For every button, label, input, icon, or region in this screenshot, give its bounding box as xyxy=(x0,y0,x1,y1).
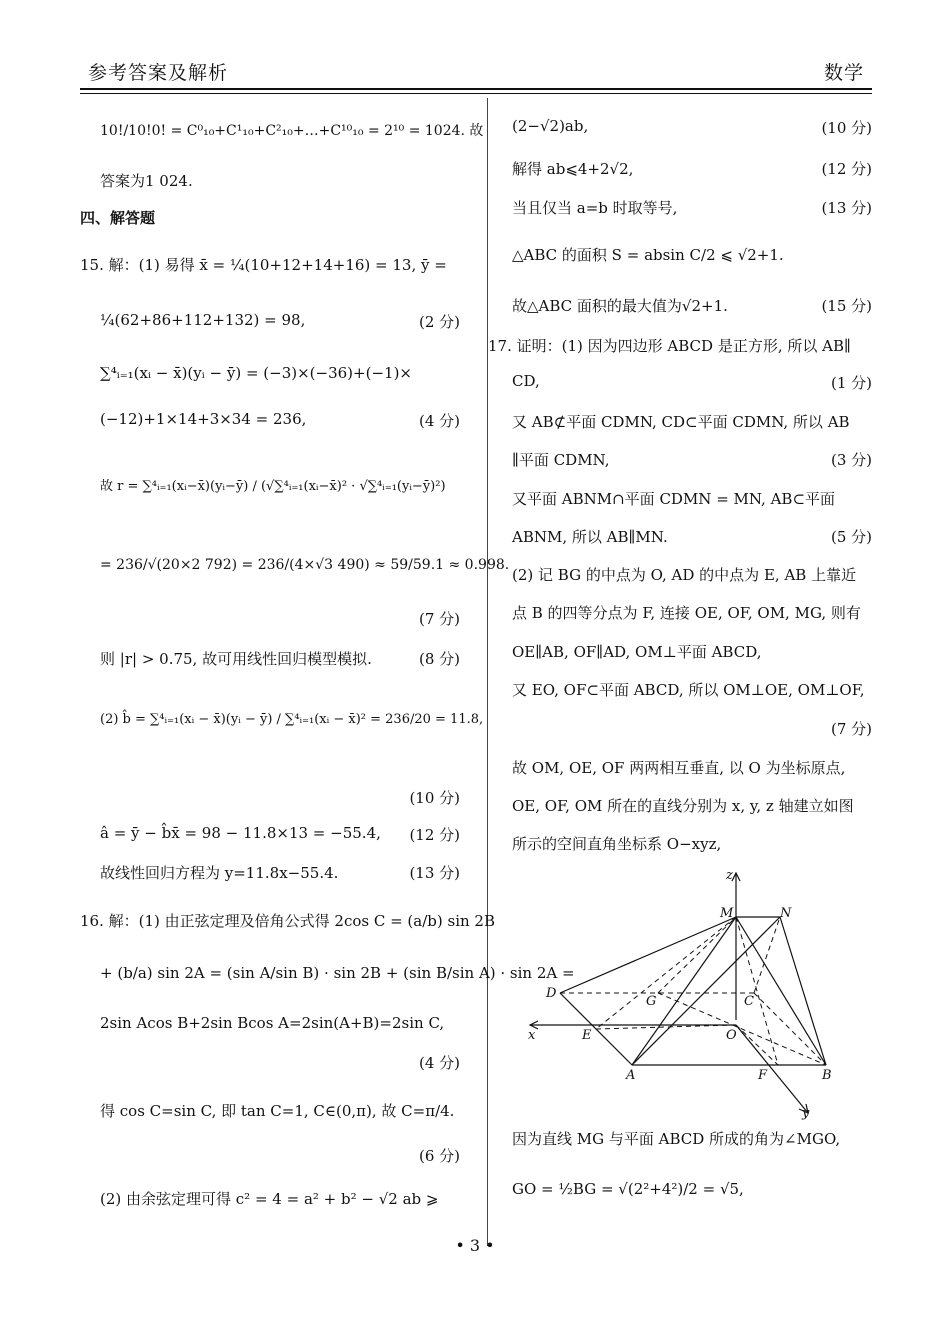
left-line-15: 2sin Acos B+2sin Bcos A=2sin(A+B)=2sin C, xyxy=(100,1014,445,1032)
right-line-1: 解得 ab⩽4+2√2, xyxy=(512,160,634,178)
score: (12 分) xyxy=(821,160,872,178)
score: (10 分) xyxy=(821,119,872,137)
right-line-17: 所示的空间直角坐标系 O−xyz, xyxy=(512,835,722,853)
left-line-5: ∑⁴ᵢ₌₁(xᵢ − x̄)(yᵢ − ȳ) = (−3)×(−36)+(−1)× xyxy=(100,364,412,382)
score: (8 分) xyxy=(418,650,460,668)
label-D: D xyxy=(546,986,557,1001)
right-line-19: GO = ½BG = √(2²+4²)/2 = √5, xyxy=(512,1180,744,1198)
right-line-2: 当且仅当 a=b 时取等号, xyxy=(512,199,678,217)
right-line-7: 又 AB⊄平面 CDMN, CD⊂平面 CDMN, 所以 AB xyxy=(512,413,850,431)
score: (10 分) xyxy=(409,789,460,807)
section-heading: 四、解答题 xyxy=(80,209,156,227)
label-G: G xyxy=(646,994,657,1009)
score: (4 分) xyxy=(418,1054,460,1072)
score: (2 分) xyxy=(418,313,460,331)
label-y: y xyxy=(802,1106,810,1120)
header-rule-thin xyxy=(80,93,872,94)
label-z: z xyxy=(726,868,733,883)
left-line-4: ¼(62+86+112+132) = 98, xyxy=(100,311,306,329)
label-O: O xyxy=(726,1028,737,1043)
right-line-6: CD, xyxy=(512,372,540,390)
score: (7 分) xyxy=(830,720,872,738)
header-right: 数学 xyxy=(823,62,864,84)
left-line-1: 答案为1 024. xyxy=(100,172,193,190)
score: (6 分) xyxy=(418,1147,460,1165)
label-B: B xyxy=(822,1068,832,1083)
left-line-13: 16. 解：(1) 由正弦定理及倍角公式得 2cos C = (a/b) sin 2B xyxy=(80,912,495,930)
score: (4 分) xyxy=(418,412,460,430)
score: (3 分) xyxy=(830,451,872,469)
left-line-9: 则 |r| > 0.75, 故可用线性回归模型模拟. xyxy=(100,650,372,668)
right-line-16: OE, OF, OM 所在的直线分别为 x, y, z 轴建立如图 xyxy=(512,797,854,815)
left-line-16: 得 cos C=sin C, 即 tan C=1, C∈(0,π), 故 C=π/4. xyxy=(100,1102,455,1120)
score: (1 分) xyxy=(830,374,872,392)
right-line-14: 又 EO, OF⊂平面 ABCD, 所以 OM⊥OE, OM⊥OF, xyxy=(512,681,865,699)
left-line-0: 10!/10!0! = C⁰₁₀+C¹₁₀+C²₁₀+…+C¹⁰₁₀ = 2¹⁰ = 1024. 故 xyxy=(100,123,484,139)
y-axis xyxy=(736,1025,808,1113)
left-line-10: (2) b̂ = ∑⁴ᵢ₌₁(xᵢ − x̄)(yᵢ − ȳ) / ∑⁴ᵢ₌₁(xᵢ − x̄)² = 236/20 = 11.8, xyxy=(100,712,484,727)
label-E: E xyxy=(582,1028,592,1043)
score: (13 分) xyxy=(409,864,460,882)
coordinate-figure xyxy=(520,865,840,1120)
score: (12 分) xyxy=(409,826,460,844)
left-line-6: (−12)+1×14+3×34 = 236, xyxy=(100,410,307,428)
right-line-8: ∥平面 CDMN, xyxy=(512,451,610,469)
right-line-0: (2−√2)ab, xyxy=(512,117,589,135)
right-line-3: △ABC 的面积 S = absin C/2 ⩽ √2+1. xyxy=(512,246,784,264)
header-left: 参考答案及解析 xyxy=(88,62,229,84)
left-line-12: 故线性回归方程为 y=11.8x−55.4. xyxy=(100,864,339,882)
right-line-15: 故 OM, OE, OF 两两相互垂直, 以 O 为坐标原点, xyxy=(512,759,846,777)
right-line-18: 因为直线 MG 与平面 ABCD 所成的角为∠MGO, xyxy=(512,1130,841,1148)
right-line-4: 故△ABC 面积的最大值为√2+1. xyxy=(512,297,728,315)
header-rule-thick xyxy=(80,88,872,90)
score: (5 分) xyxy=(830,528,872,546)
right-line-5: 17. 证明：(1) 因为四边形 ABCD 是正方形, 所以 AB∥ xyxy=(488,337,851,355)
left-line-17: (2) 由余弦定理可得 c² = 4 = a² + b² − √2 ab ⩾ xyxy=(100,1190,439,1208)
label-x: x xyxy=(528,1028,536,1043)
score: (15 分) xyxy=(821,297,872,315)
score: (7 分) xyxy=(418,610,460,628)
right-line-11: (2) 记 BG 的中点为 O, AD 的中点为 E, AB 上靠近 xyxy=(512,566,857,584)
right-line-10: ABNM, 所以 AB∥MN. xyxy=(512,528,668,546)
left-line-14: + (b/a) sin 2A = (sin A/sin B) · sin 2B + (sin B/sin A) · sin 2A = xyxy=(100,964,575,982)
right-line-12: 点 B 的四等分点为 F, 连接 OE, OF, OM, MG, 则有 xyxy=(512,604,861,622)
left-line-11: â = ȳ − b̂x̄ = 98 − 11.8×13 = −55.4, xyxy=(100,824,381,842)
label-F: F xyxy=(758,1068,768,1083)
right-line-9: 又平面 ABNM∩平面 CDMN = MN, AB⊂平面 xyxy=(512,490,836,508)
label-A: A xyxy=(626,1068,636,1083)
label-M: M xyxy=(720,906,734,921)
column-divider xyxy=(487,98,488,1246)
left-line-3: 15. 解：(1) 易得 x̄ = ¼(10+12+14+16) = 13, ȳ = xyxy=(80,256,447,274)
left-line-8: = 236/√(20×2 792) = 236/(4×√3 490) ≈ 59/59.1 ≈ 0.998. xyxy=(100,557,510,573)
label-N: N xyxy=(780,906,792,921)
right-line-13: OE∥AB, OF∥AD, OM⊥平面 ABCD, xyxy=(512,643,762,661)
label-C: C xyxy=(744,994,754,1009)
page-number: • 3 • xyxy=(455,1236,495,1255)
left-line-7: 故 r = ∑⁴ᵢ₌₁(xᵢ−x̄)(yᵢ−ȳ) / (√∑⁴ᵢ₌₁(xᵢ−x̄)² · √∑⁴ᵢ₌₁(yᵢ−ȳ)²) xyxy=(100,479,446,494)
score: (13 分) xyxy=(821,199,872,217)
